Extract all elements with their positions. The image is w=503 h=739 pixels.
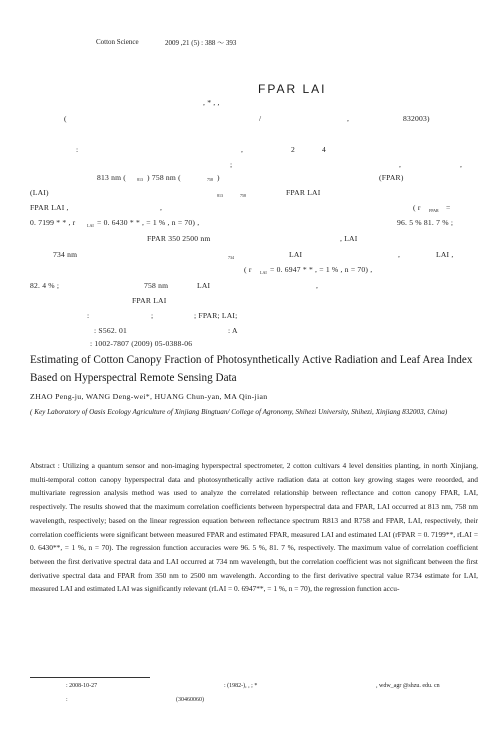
- journal-issue: 2009 ,21 (5) : 388 ～ 393: [165, 39, 237, 47]
- cn-doc-code: : A: [228, 326, 238, 335]
- cn-abs-text: FPAR 350 2500 nm: [147, 234, 211, 243]
- cn-abs-subscript: FPAR: [429, 208, 439, 213]
- cn-abs-text: ;: [230, 160, 233, 169]
- cn-article-id: : 1002-7807 (2009) 05-0388-06: [90, 339, 193, 348]
- cn-abs-text: = 0. 6430 * * , = 1 % , n = 70) ,: [97, 218, 200, 227]
- cn-abs-subscript: 813: [217, 193, 223, 198]
- cn-keywords: ;: [151, 311, 154, 320]
- cn-abs-text: , LAI: [340, 234, 358, 243]
- author-email: , wdw_agr @shzu. edu. cn: [376, 683, 440, 689]
- cn-abs-text: 734 nm: [53, 250, 78, 259]
- cn-abs-text: ( r: [413, 203, 421, 212]
- cn-abs-text: ) 758 nm (: [147, 173, 181, 182]
- cn-abs-text: 96. 5 % 81. 7 % ;: [397, 218, 454, 227]
- cn-abs-subscript: 758: [240, 193, 246, 198]
- cn-abs-subscript: LAI: [87, 223, 94, 228]
- cn-abs-text: FPAR LAI: [286, 188, 321, 197]
- en-title: Estimating of Cotton Canopy Fraction of Photosynthetically Active Radiation and Leaf Area Index Based on Hyperspectral Remote Sensing Data: [30, 354, 473, 384]
- author-bio: : (1982-), , ; *: [224, 683, 258, 689]
- cn-affil-zip: 832003): [403, 114, 430, 123]
- cn-abs-subscript: 813: [137, 177, 143, 182]
- cn-abs-text: ,: [399, 160, 402, 169]
- cn-abs-text: 82. 4 % ;: [30, 281, 60, 290]
- cn-abs-text: LAI: [197, 281, 211, 290]
- cn-abs-subscript: 758: [207, 177, 213, 182]
- cn-abs-text: ,: [160, 203, 163, 212]
- cn-abs-text: 4: [322, 145, 326, 154]
- cn-abs-text: FPAR LAI: [132, 296, 167, 305]
- cn-title: FPAR LAI: [258, 82, 327, 96]
- cn-abs-text: ): [217, 173, 220, 182]
- cn-abs-text: 813 nm (: [97, 173, 127, 182]
- cn-affil-slash: /: [259, 114, 262, 123]
- cn-abs-text: 0. 7199 * * , r: [30, 218, 76, 227]
- cn-abs-text: =: [446, 203, 451, 212]
- cn-abs-text: :: [76, 145, 79, 154]
- journal-name: Cotton Science: [96, 38, 139, 46]
- cn-abs-text: (FPAR): [379, 173, 404, 182]
- cn-abs-subscript: LAI: [260, 270, 267, 275]
- cn-abs-text: ,: [398, 250, 401, 259]
- cn-affil-comma: ,: [347, 114, 350, 123]
- received-date: : 2008-10-27: [66, 683, 98, 689]
- en-abstract: Abstract : Utilizing a quantum sensor and non-imaging hyperspectral spectrometer, 2 cotton cultivars 4 level densities planting, in north Xinjiang, multi-temporal cotton canopy hyperspectral data and photosynthetically active radiation data at cotton key growing stages were reoorded, and multivariate regression analysis method was used to analyze the correlated relationship between reflectance and cotton canopy FPAR, LAI, respectively. The results showed that the maximum correlation coefficients between hyperspectral data and FPAR, LAI occurred at 813 nm, 758 nm wavelength, respectively; based on the linear regression equation between reflectance spectrum R813 and R758 and FPAR, LAI, respectively, their correlation coefficients were significant between measured FPAR and estimated FPAR, measured LAI and estimated LAI (rFPAR = 0. 7199**, rLAI = 0. 6430**, = 1 %, n = 70). The regression function accuracies were 96. 5 %, 81. 7 %, respectively. The maximum value of correlation coefficient between the first derivative spectral data and LAI occurred at 734 nm wavelength, but the correlation coefficient was not significant between the first derivative spectral data and FPAR from 350 nm to 2500 nm wavelength. According to the first derivative spectral value R734 estimate for LAI, measured LAI and estimated LAI was significantly relevant (rLAI = 0. 6947**, = 1 %, n = 70), the regression function accu-: [30, 461, 478, 594]
- cn-abs-text: (LAI): [30, 188, 49, 197]
- en-authors: ZHAO Peng-ju, WANG Deng-wei*, HUANG Chun-yan, MA Qin-jian: [30, 392, 268, 401]
- cn-abs-text: = 0. 6947 * * , = 1 % , n = 70) ,: [270, 265, 373, 274]
- fund-number: (30460060): [176, 697, 204, 703]
- cn-abs-text: LAI: [289, 250, 303, 259]
- cn-abs-text: ,: [460, 160, 463, 169]
- cn-abs-text: ,: [316, 281, 319, 290]
- cn-authors: , * , ,: [203, 98, 220, 107]
- cn-keywords: :: [87, 311, 90, 320]
- cn-abs-subscript: 734: [228, 255, 234, 260]
- cn-clc-number: : S562. 01: [94, 326, 128, 335]
- cn-affil-open: (: [64, 114, 67, 123]
- cn-abs-text: LAI ,: [436, 250, 454, 259]
- en-affiliation: ( Key Laboratory of Oasis Ecology Agriculture of Xinjiang Bingtuan/ College of Agronomy, Shihezi University, Shihezi, Xinjiang 832003, China): [30, 408, 448, 416]
- cn-abs-text: ( r: [244, 265, 252, 274]
- footnote-divider: [30, 677, 150, 678]
- cn-keywords: ; FPAR; LAI;: [194, 311, 238, 320]
- cn-abs-text: ,: [241, 145, 244, 154]
- cn-abs-text: 758 nm: [144, 281, 169, 290]
- cn-abs-text: FPAR LAI ,: [30, 203, 69, 212]
- cn-abs-text: 2: [291, 145, 295, 154]
- fund-label: :: [66, 697, 68, 703]
